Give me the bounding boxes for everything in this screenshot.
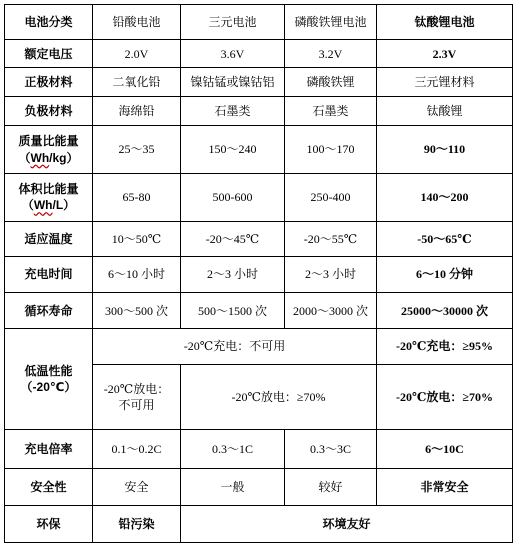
header-lead-acid: 铅酸电池 bbox=[93, 5, 181, 40]
unit-suffix: /L） bbox=[52, 198, 76, 213]
cell: 6～10C bbox=[377, 429, 513, 468]
unit-wavy: Wh bbox=[30, 150, 50, 165]
cell: 三元锂材料 bbox=[377, 68, 513, 97]
cell: 10～50℃ bbox=[93, 221, 181, 256]
row-label: 适应温度 bbox=[5, 221, 93, 256]
cell: 65-80 bbox=[93, 173, 181, 221]
unit-prefix: （ bbox=[18, 150, 31, 165]
cell: 磷酸铁锂 bbox=[285, 68, 377, 97]
row-cathode bbox=[5, 68, 513, 97]
cell: 0.3～1C bbox=[181, 429, 285, 468]
cell: 2.0V bbox=[93, 40, 181, 68]
row-label: 正极材料 bbox=[5, 68, 93, 97]
row-volume-energy bbox=[5, 173, 513, 221]
cell: 石墨类 bbox=[181, 97, 285, 126]
cell: 海绵铅 bbox=[93, 97, 181, 126]
cell: -20～45℃ bbox=[181, 221, 285, 256]
row-charge-rate bbox=[5, 429, 513, 468]
battery-comparison-table bbox=[4, 4, 513, 543]
cell: 二氧化铅 bbox=[93, 68, 181, 97]
header-label: 电池分类 bbox=[5, 5, 93, 40]
cell: 2～3 小时 bbox=[181, 256, 285, 292]
header-row bbox=[5, 5, 513, 40]
row-label bbox=[5, 173, 93, 221]
row-label: 负极材料 bbox=[5, 97, 93, 126]
cell: 石墨类 bbox=[285, 97, 377, 126]
row-label-title: 质量比能量 bbox=[18, 134, 79, 149]
cell: 非常安全 bbox=[377, 469, 513, 505]
cell-discharge-lto: -20℃放电：≥70% bbox=[377, 364, 513, 429]
row-cycle-life bbox=[5, 293, 513, 329]
row-temperature bbox=[5, 221, 513, 256]
row-label-title: 体积比能量 bbox=[18, 182, 79, 197]
cell: -20～55℃ bbox=[285, 221, 377, 256]
cell-charge-shared: -20℃充电：不可用 bbox=[93, 329, 377, 364]
cell: 90～110 bbox=[377, 126, 513, 174]
header-lto: 钛酸锂电池 bbox=[377, 5, 513, 40]
cell: 2.3V bbox=[377, 40, 513, 68]
cell: 一般 bbox=[181, 469, 285, 505]
row-voltage bbox=[5, 40, 513, 68]
cell: 较好 bbox=[285, 469, 377, 505]
row-label-title: 低温性能 bbox=[24, 363, 73, 378]
cell: 安全 bbox=[93, 469, 181, 505]
cell: 2～3 小时 bbox=[285, 256, 377, 292]
cell-discharge-lead bbox=[93, 364, 181, 429]
cell: 25000～30000 次 bbox=[377, 293, 513, 329]
cell: 6～10 小时 bbox=[93, 256, 181, 292]
row-label-unit bbox=[7, 197, 90, 213]
cell: -50～65℃ bbox=[377, 221, 513, 256]
row-anode bbox=[5, 97, 513, 126]
discharge-lead-line-1: -20℃放电： bbox=[103, 381, 170, 396]
cell: 140～200 bbox=[377, 173, 513, 221]
row-label-sub: （-20℃） bbox=[20, 380, 77, 395]
row-label: 循环寿命 bbox=[5, 293, 93, 329]
cell: 300～500 次 bbox=[93, 293, 181, 329]
cell: 3.2V bbox=[285, 40, 377, 68]
row-label-unit bbox=[7, 150, 90, 166]
row-label: 环保 bbox=[5, 505, 93, 542]
cell: 250-400 bbox=[285, 173, 377, 221]
cell: 500-600 bbox=[181, 173, 285, 221]
row-label bbox=[5, 126, 93, 174]
cell: 0.3～3C bbox=[285, 429, 377, 468]
cell: 25～35 bbox=[93, 126, 181, 174]
row-eco bbox=[5, 505, 513, 542]
cell-discharge-shared: -20℃放电：≥70% bbox=[181, 364, 377, 429]
cell: 100～170 bbox=[285, 126, 377, 174]
cell-eco-lead: 铅污染 bbox=[93, 505, 181, 542]
row-label: 额定电压 bbox=[5, 40, 93, 68]
unit-wavy: Wh bbox=[33, 198, 53, 213]
cell: 2000～3000 次 bbox=[285, 293, 377, 329]
unit-prefix: （ bbox=[21, 198, 34, 213]
header-ternary: 三元电池 bbox=[181, 5, 285, 40]
cell: 3.6V bbox=[181, 40, 285, 68]
header-lfp: 磷酸铁锂电池 bbox=[285, 5, 377, 40]
row-mass-energy bbox=[5, 126, 513, 174]
unit-suffix: /kg） bbox=[49, 150, 79, 165]
row-low-temp-charge bbox=[5, 329, 513, 364]
row-label: 安全性 bbox=[5, 469, 93, 505]
cell: 6～10 分钟 bbox=[377, 256, 513, 292]
cell: 0.1～0.2C bbox=[93, 429, 181, 468]
row-label bbox=[5, 329, 93, 430]
row-charge-time bbox=[5, 256, 513, 292]
cell: 镍钴锰或镍钴铝 bbox=[181, 68, 285, 97]
row-label: 充电时间 bbox=[5, 256, 93, 292]
cell: 钛酸锂 bbox=[377, 97, 513, 126]
cell: 500～1500 次 bbox=[181, 293, 285, 329]
cell-charge-lto: -20℃充电：≥95% bbox=[377, 329, 513, 364]
cell: 150～240 bbox=[181, 126, 285, 174]
row-label: 充电倍率 bbox=[5, 429, 93, 468]
battery-comparison-table-container bbox=[4, 4, 512, 543]
row-safety bbox=[5, 469, 513, 505]
cell-eco-others: 环境友好 bbox=[181, 505, 513, 542]
discharge-lead-line-2: 不可用 bbox=[118, 397, 155, 412]
